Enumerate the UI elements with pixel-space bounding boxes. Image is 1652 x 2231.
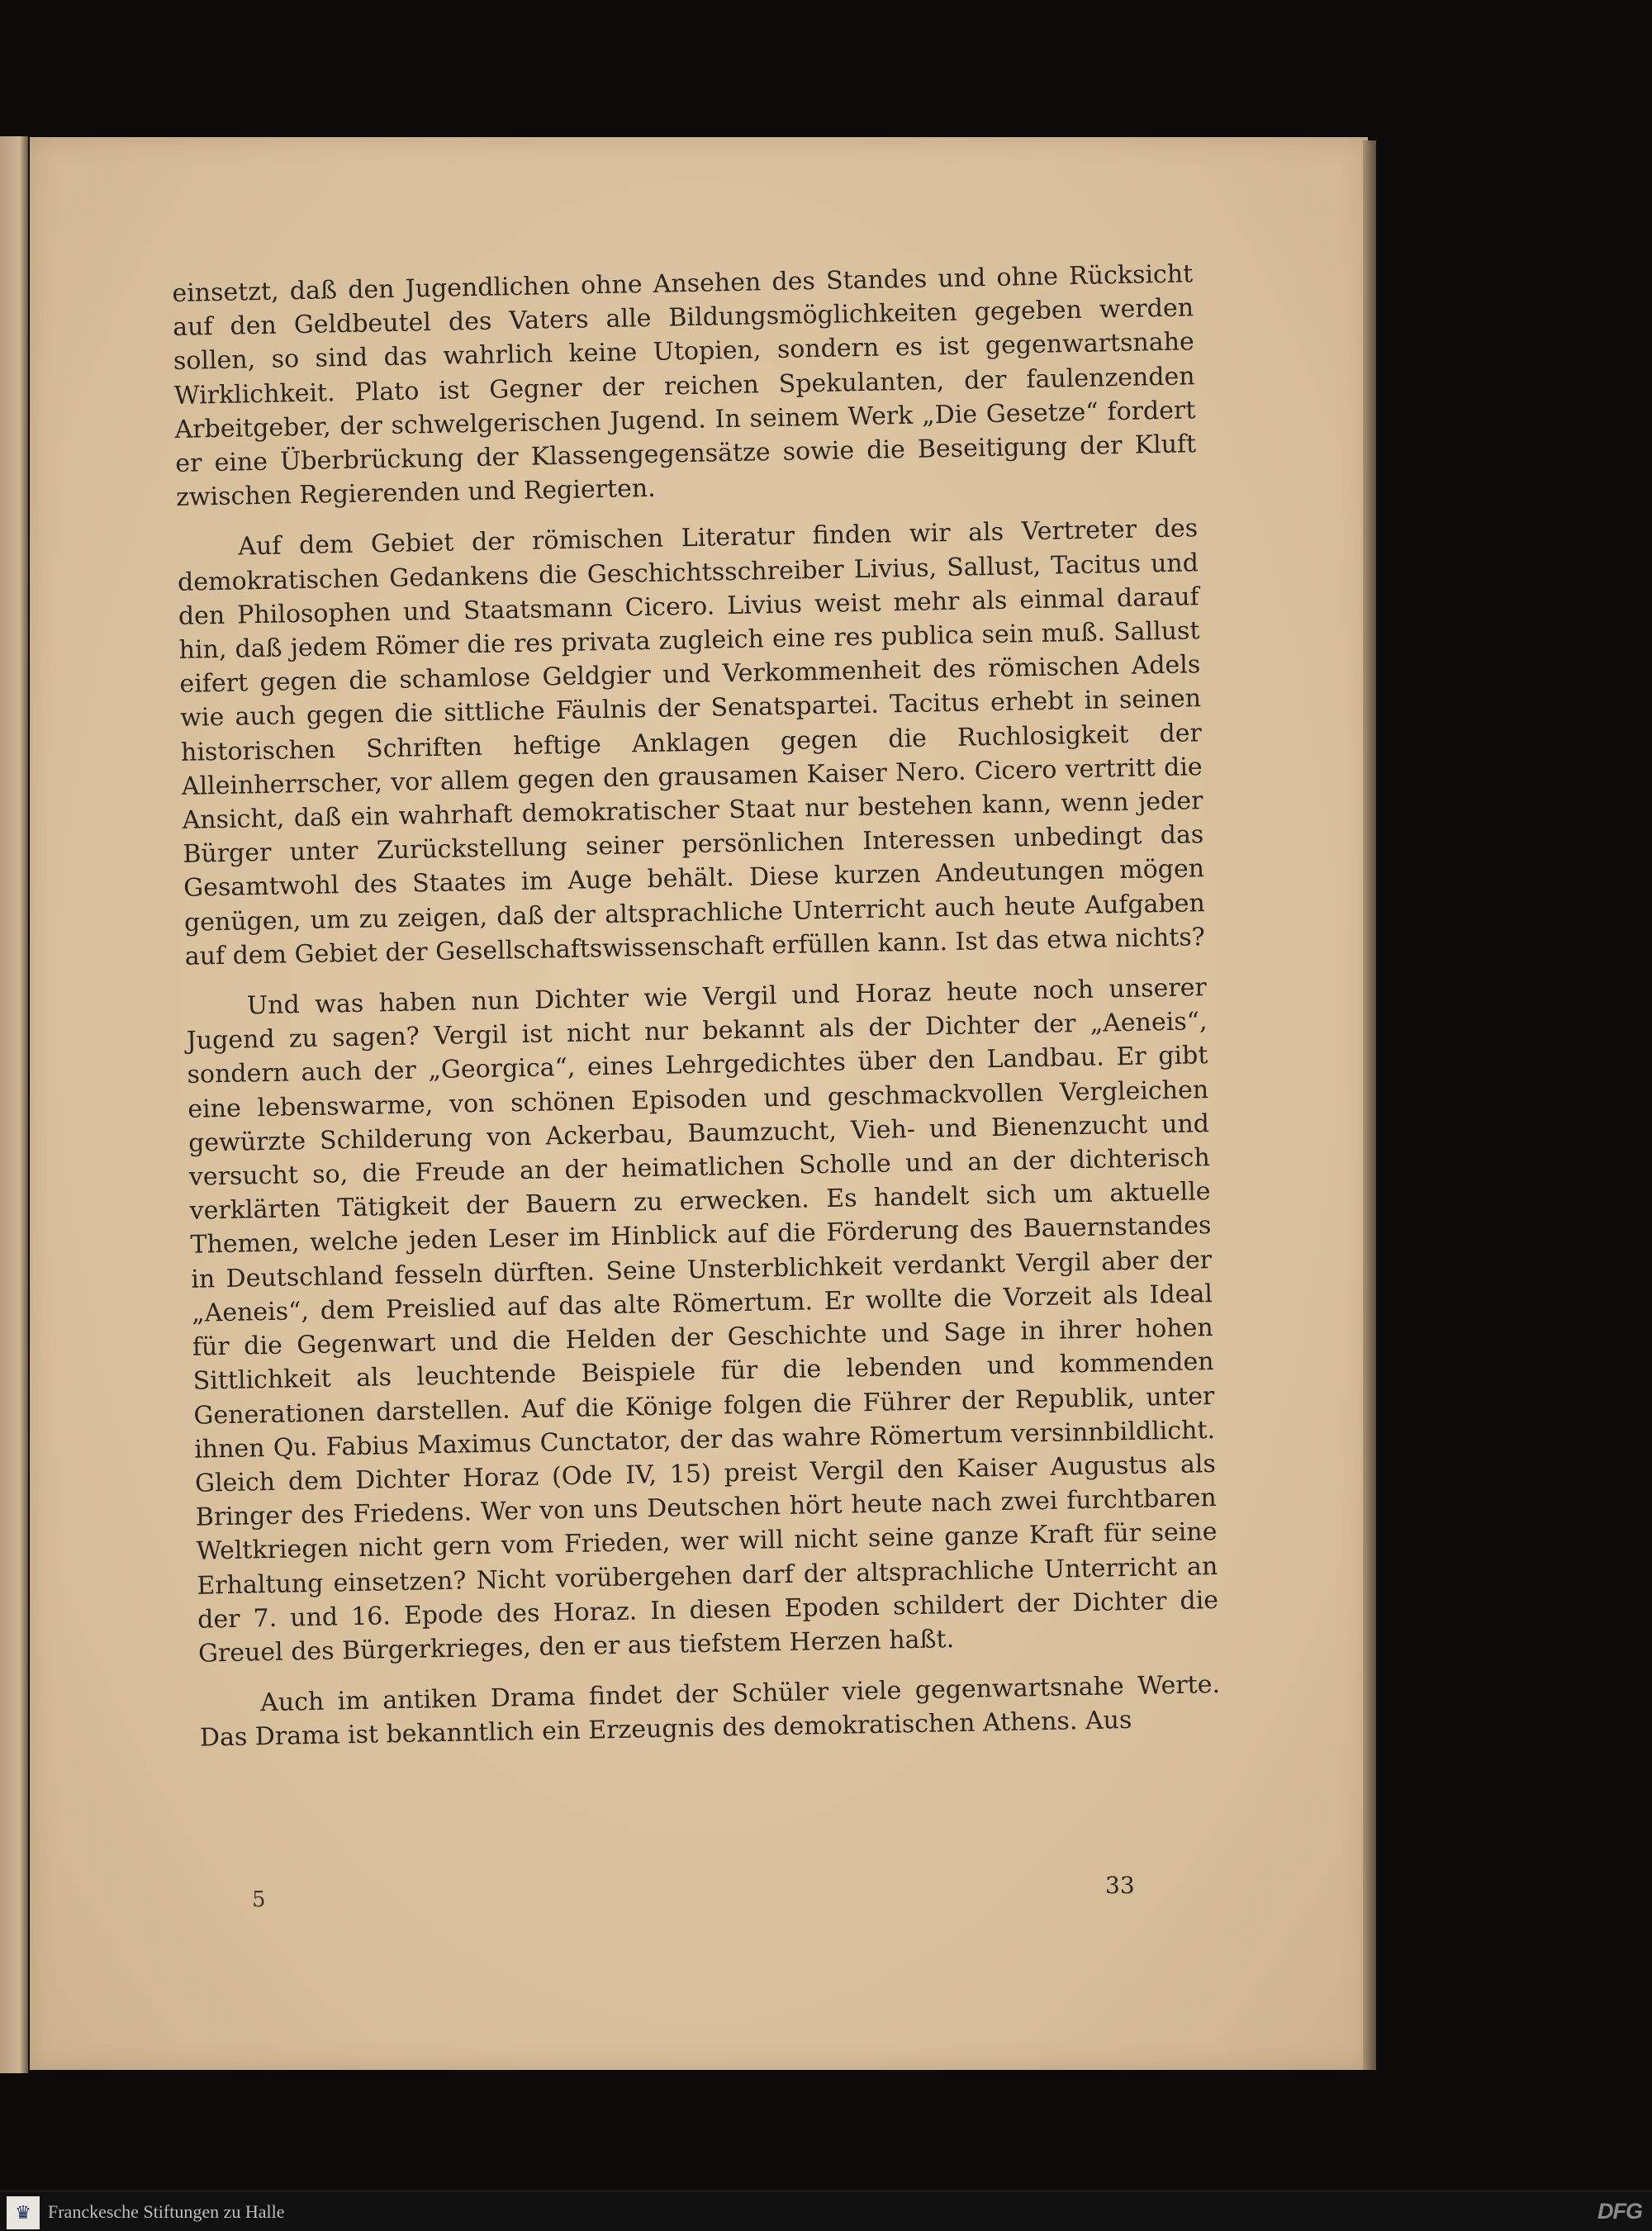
paragraph-4: Auch im antiken Drama findet der Schüler viele gegenwartsnahe Werte. Das Drama ist bekanntlich ein Erzeugnis des demokratischen Athens. Aus	[199, 1670, 1221, 1753]
institution-label[interactable]: Franckesche Stiftungen zu Halle	[48, 2201, 285, 2222]
body-text	[172, 257, 1222, 1772]
viewer-footer	[0, 2191, 1652, 2231]
orphanage-emblem-icon[interactable]: ♛	[7, 2196, 40, 2229]
paragraph-1: einsetzt, daß den Jugendlichen ohne Ansehen des Standes und ohne Rücksicht auf den Geldbeutel des Vaters alle Bildungsmöglichkeiten gegeben werden sollen, so sind das wahrlich keine Utopien, sondern es ist gegenwartsnahe Wirklichkeit. Plato ist Gegner der reichen Spekulanten, der faulenzenden Arbeitgeber, der schwelgerischen Jugend. In seinem Werk „Die Gesetze“ fordert er eine Überbrückung der Klassengegensätze sowie die Beseitigung der Kluft zwischen Regierenden und Regierten.	[172, 259, 1197, 513]
dfg-logo[interactable]: DFG	[1597, 2199, 1642, 2224]
left-page-edge	[0, 136, 28, 2073]
paragraph-2: Auf dem Gebiet der römischen Literatur finden wir als Vertreter des demokratischen Gedankens die Geschichtsschreiber Livius, Sallust, Tacitus und den Philosophen und Staatsmann Cicero. Livius weist mehr als einmal darauf hin, daß jedem Römer die res privata zugleich eine res publica sein muß. Sallust eifert gegen die schamlose Geldgier und Verkommenheit des römischen Adels wie auch gegen die sittliche Fäulnis der Senatspartei. Tacitus erhebt in seinen historischen Schriften heftige Anklagen gegen die Ruchlosigkeit der Alleinherrscher, vor allem gegen den grausamen Kaiser Nero. Cicero vertritt die Ansicht, daß ein wahrhaft demokratischer Staat nur bestehen kann, wenn jeder Bürger unter Zurückstellung seiner persönlichen Interessen unbedingt das Gesamtwohl des Staates im Auge behält. Diese kurzen Andeutungen mögen genügen, um zu zeigen, daß der altsprachliche Unterricht auch heute Aufgaben auf dem Gebiet der Gesellschaftswissenschaft erfüllen kann. Ist das etwa nichts?	[177, 514, 1206, 971]
paragraph-3: Und was haben nun Dichter wie Vergil und Horaz heute noch unserer Jugend zu sagen? Vergil ist nicht nur bekannt als der Dichter der „Aeneis“, sondern auch der „Georgica“, eines Lehrgedichtes über den Landbau. Er gibt eine lebenswarme, von schönen Episoden und geschmackvollen Vergleichen gewürzte Schilderung von Ackerbau, Baumzucht, Vieh- und Bienenzucht und versucht so, die Freude an der heimatlichen Scholle und an der dichterisch verklärten Tätigkeit der Bauern zu erwecken. Es handelt sich um aktuelle Themen, welche jeden Leser im Hinblick auf die Förderung des Bauernstandes in Deutschland fesseln dürften. Seine Unsterblichkeit verdankt Vergil aber der „Aeneis“, dem Preislied auf das alte Römertum. Er wollte die Vorzeit als Ideal für die Gegenwart und die Helden der Geschichte und Sage in ihrer hohen Sittlichkeit als leuchtende Beispiele für die lebenden und kommenden Generationen darstellen. Auf die Könige folgen die Führer der Republik, unter ihnen Qu. Fabius Maximus Cunctator, der das wahre Römertum versinnbildlicht. Gleich dem Dichter Horaz (Ode IV, 15) preist Vergil den Kaiser Augustus als Bringer des Friedens. Wer von uns Deutschen hört heute nach zwei furchtbaren Weltkriegen nicht gern vom Frieden, wer will nicht seine ganze Kraft für seine Erhaltung einsetzen? Nicht vorübergehen darf der altsprachliche Unterricht an der 7. und 16. Epode des Horaz. In diesen Epoden schildert der Dichter die Greuel des Bürgerkrieges, den er aus tiefstem Herzen haßt.	[186, 973, 1219, 1669]
page-edge	[1363, 140, 1376, 2070]
page-number: 33	[1105, 1872, 1135, 1899]
signature-mark: 5	[252, 1887, 266, 1912]
